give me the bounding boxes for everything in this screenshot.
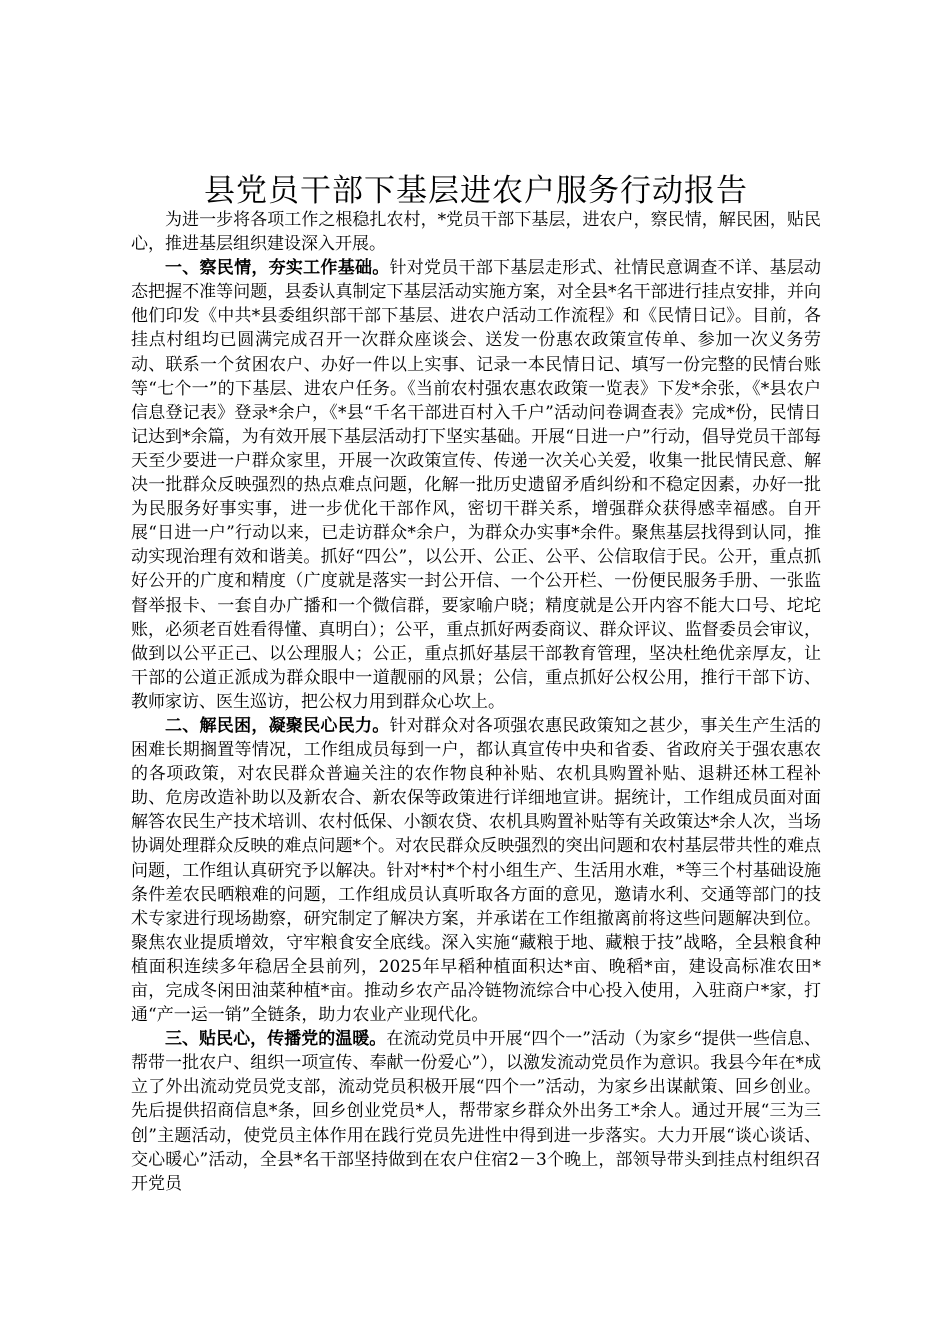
document-title: 县党员干部下基层进农户服务行动报告 [204,173,748,209]
section-1-heading: 一、察民情，夯实工作基础。 [165,258,390,279]
section-1-body: 针对党员干部下基层走形式、社情民意调查不详、基层动态把握不准等问题，县委认真制定下基层活动实施方案，对全县*名干部进行挂点安排，并向他们印发《中共*县委组织部干部下基层、进农户活动工作流程》和《民情日记》。目前，各挂点村组均已圆满完成召开一次群众座谈会、送发一份惠农政策宣传单、参加一次义务劳动、联系一个贫困农户、办好一件以上实事、记录一本民情日记、填写一份完整的民情台账等“七个一”的下基层、进农户任务。《当前农村强农惠农政策一览表》下发*余张，《*县农户信息登记表》登录*余户，《*县“千名干部进百村入千户”活动问卷调查表》完成*份，民情日记达到*余篇，为有效开展下基层活动打下坚实基础。开展“日进一户”行动，倡导党员干部每天至少要进一户群众家里，开展一次政策宣传、传递一次关心关爱，收集一批民情民意、解决一批群众反映强烈的热点难点问题，化解一批历史遗留矛盾纠纷和不稳定因素，办好一批为民服务好事实事，进一步优化干部作风，密切干群关系，增强群众获得感幸福感。自开展“日进一户”行动以来，已走访群众*余户，为群众办实事*余件。聚焦基层找得到认同，推动实现治理有效和谐美。抓好“四公”，以公开、公正、公平、公信取信于民。公开，重点抓好公开的广度和精度（广度就是落实一封公开信、一个公开栏、一份便民服务手册、一张监督举报卡、一套自办广播和一个微信群，要家喻户晓；精度就是公开内容不能大口号、坨坨账，必须老百姓看得懂、真明白）；公平，重点抓好两委商议、群众评议、监督委员会审议，做到以公平正己、以公理服人；公正，重点抓好基层干部教育管理，坚决杜绝优亲厚友，让干部的公道正派成为群众眼中一道靓丽的风景；公信，重点抓好公权公用，推行干部下访、教师家访、医生巡访，把公权力用到群众心坎上。 [131,258,822,712]
section-2-body: 针对群众对各项强农惠民政策知之甚少，事关生产生活的困难长期搁置等情况，工作组成员每到一户，都认真宣传中央和省委、省政府关于强农惠农的各项政策，对农民群众普遍关注的农作物良种补贴、农机具购置补贴、退耕还林工程补助、危房改造补助以及新农合、新农保等政策进行详细地宣讲。据统计，工作组成员面对面解答农民生产技术培训、农村低保、小额农贷、农机具购置补贴等有关政策达*余人次，当场协调处理群众反映的难点问题*个。对农民群众反映强烈的突出问题和农村基层带共性的难点问题，工作组认真研究予以解决。针对*村*个村小组生产、生活用水难，*等三个村基础设施条件差农民晒粮难的问题，工作组成员认真听取各方面的意见，邀请水利、交通等部门的技术专家进行现场勘察，研究制定了解决方案，并承诺在工作组撤离前将这些问题解决到位。聚焦农业提质增效，守牢粮食安全底线。深入实施“藏粮于地、藏粮于技”战略，全县粮食种植面积连续多年稳居全县前列，2025年早稻种植面积达*亩、晚稻*亩，建设高标准农田*亩，完成冬闲田油菜种植*亩。推动乡农产品冷链物流综合中心投入使用，入驻商户*家，打通“产一运一销”全链条，助力农业产业现代化。 [131,715,822,1026]
document-page [131,168,821,1196]
section-2-paragraph [131,714,821,1027]
section-3-heading: 三、贴民心，传播党的温暖。 [165,1029,387,1050]
intro-text: 为进一步将各项工作之根稳扎农村，*党员干部下基层，进农户，察民情，解民困，贴民心，推进基层组织建设深入开展。 [131,210,821,255]
section-1-paragraph [131,256,821,714]
intro-paragraph [131,208,821,256]
section-2-heading: 二、解民困，凝聚民心民力。 [165,715,390,736]
section-3-paragraph [131,1027,821,1196]
section-3-body: 在流动党员中开展“四个一”活动（为家乡“提供一些信息、帮带一批农户、组织一项宣传、奉献一份爱心”），以激发流动党员作为意识。我县今年在*成立了外出流动党员党支部，流动党员积极开展“四个一”活动，为家乡出谋献策、回乡创业。先后提供招商信息*条，回乡创业党员*人，帮带家乡群众外出务工*余人。通过开展“三为三创”主题活动，使党员主体作用在践行党员先进性中得到进一步落实。大力开展“谈心谈话、交心暖心”活动，全县*名干部坚持做到在农户住宿2－3个晚上，部领导带头到挂点村组织召开党员 [131,1029,821,1194]
